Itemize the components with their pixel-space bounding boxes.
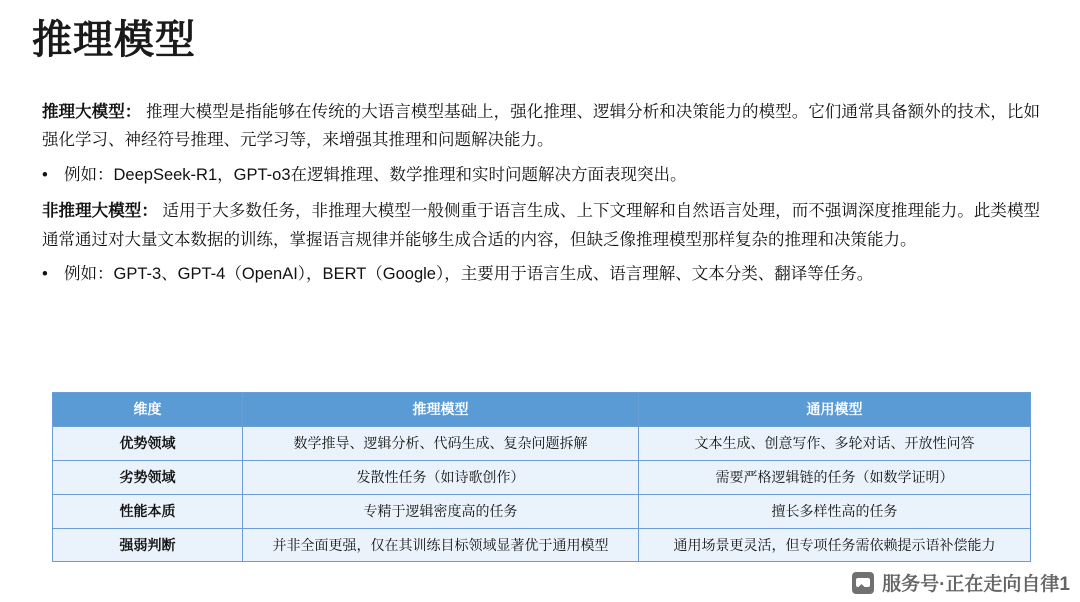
paragraph-lead-label: 非推理大模型：: [42, 202, 158, 221]
paragraph-text: 推理大模型是指能够在传统的大语言模型基础上，强化推理、逻辑分析和决策能力的模型。它们通常具备额外的技术，比如强化学习、神经符号推理、元学习等，来增强其推理和问题解决能力。: [42, 103, 1040, 150]
table-column-header: 推理模型: [243, 393, 639, 427]
list-item-label: 例如：GPT-3、GPT-4（OpenAI），BERT（Google），主要用于语言生成、语言理解、文本分类、翻译等任务。: [64, 264, 874, 283]
table-cell: 发散性任务（如诗歌创作）: [243, 460, 639, 494]
list-item-example-non-reasoning: [42, 260, 1040, 288]
wechat-official-account-icon: [852, 572, 874, 594]
list-item-label: 例如：DeepSeek-R1，GPT-o3在逻辑推理、数学推理和实时问题解决方面表现突出。: [64, 165, 687, 184]
table-header-row: [53, 393, 1031, 427]
table-row: [53, 494, 1031, 528]
bullet-dot-icon: •: [42, 165, 48, 184]
table-row: [53, 426, 1031, 460]
paragraph-text: 适用于大多数任务，非推理大模型一般侧重于语言生成、上下文理解和自然语言处理，而不强调深度推理能力。此类模型通常通过对大量文本数据的训练，掌握语言规律并能够生成合适的内容，但缺乏像推理模型那样复杂的推理和决策能力。: [42, 202, 1040, 249]
table-column-header: 维度: [53, 393, 243, 427]
paragraph-reasoning-model: [42, 98, 1040, 155]
watermark: [852, 569, 1070, 596]
table-row: [53, 528, 1031, 562]
table-row: [53, 460, 1031, 494]
table-cell: 文本生成、创意写作、多轮对话、开放性问答: [639, 426, 1031, 460]
slide-body: [42, 98, 1040, 296]
table-column-header: 通用模型: [639, 393, 1031, 427]
bullet-dot-icon: •: [42, 264, 48, 283]
watermark-label: 服务号·正在走向自律1: [882, 574, 1070, 595]
table-cell: 数学推导、逻辑分析、代码生成、复杂问题拆解: [243, 426, 639, 460]
table-cell: 通用场景更灵活，但专项任务需依赖提示语补偿能力: [639, 528, 1031, 562]
table-cell: 并非全面更强，仅在其训练目标领域显著优于通用模型: [243, 528, 639, 562]
comparison-table: [52, 392, 1031, 562]
table-cell: 需要严格逻辑链的任务（如数学证明）: [639, 460, 1031, 494]
table-cell: 专精于逻辑密度高的任务: [243, 494, 639, 528]
table-row-header: 劣势领域: [53, 460, 243, 494]
list-item-example-reasoning: [42, 161, 1040, 189]
paragraph-non-reasoning-model: [42, 197, 1040, 254]
paragraph-lead-label: 推理大模型：: [42, 103, 142, 121]
page-title: 推理模型: [32, 18, 196, 62]
table-row-header: 强弱判断: [53, 528, 243, 562]
table-row-header: 性能本质: [53, 494, 243, 528]
table-row-header: 优势领域: [53, 426, 243, 460]
table-cell: 擅长多样性高的任务: [639, 494, 1031, 528]
